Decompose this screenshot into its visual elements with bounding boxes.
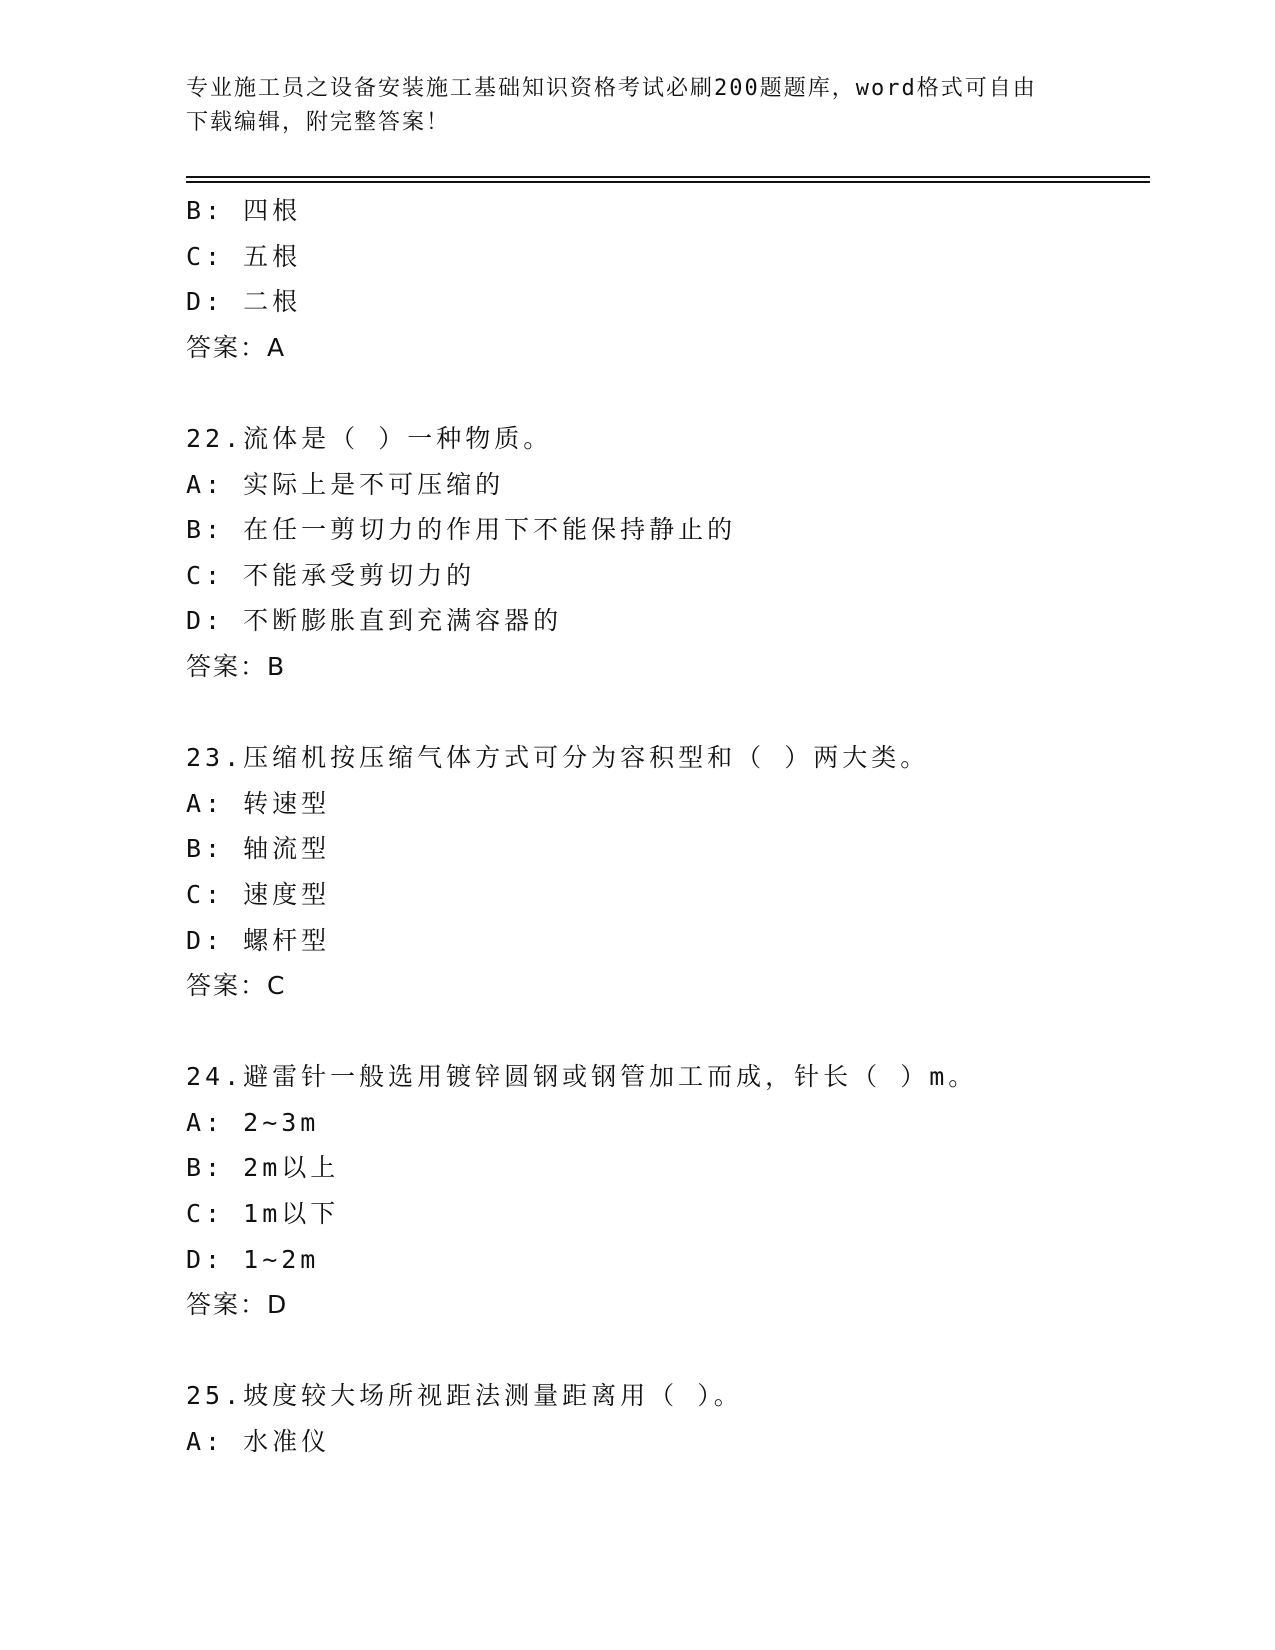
option-a: A: 水准仪 [186,1427,331,1457]
question-23 [186,735,1146,1009]
question-24 [186,1054,1146,1328]
option-c: C: 1m以下 [186,1199,340,1229]
question-25 [186,1373,1146,1464]
question-list [186,188,1146,1465]
header-line-2: 下载编辑，附完整答案！ [186,110,451,135]
spacer [186,690,1146,736]
option-d: D: 1~2m [186,1244,320,1274]
option-b: B: 轴流型 [186,834,331,864]
answer-line: 答案：C [186,971,287,1001]
answer-line: 答案：A [186,332,287,362]
option-d: D: 二根 [186,287,302,317]
option-a: A: 实际上是不可压缩的 [186,469,505,499]
answer-line: 答案：D [186,1290,289,1320]
question-stem: 24.避雷针一般选用镀锌圆钢或钢管加工而成，针长（ ）m。 [186,1062,978,1092]
option-a: A: 2~3m [186,1107,320,1137]
question-stem: 23.压缩机按压缩气体方式可分为容积型和（ ）两大类。 [186,743,930,773]
spacer [186,1328,1146,1374]
question-21-continued [186,188,1146,370]
option-b: B: 在任一剪切力的作用下不能保持静止的 [186,515,737,545]
option-d: D: 不断膨胀直到充满容器的 [186,606,563,636]
spacer [186,1009,1146,1055]
option-a: A: 转速型 [186,788,331,818]
header-divider-bottom [186,181,1150,183]
option-c: C: 速度型 [186,879,331,909]
header-divider-top [186,176,1150,178]
document-header [186,72,1086,140]
answer-line: 答案：B [186,651,287,681]
option-c: C: 不能承受剪切力的 [186,560,476,590]
spacer [186,370,1146,416]
option-b: B: 四根 [186,196,302,225]
question-22 [186,416,1146,690]
option-c: C: 五根 [186,241,302,271]
question-stem: 22.流体是（ ）一种物质。 [186,423,553,453]
question-stem: 25.坡度较大场所视距法测量距离用（ ）。 [186,1381,743,1411]
option-b: B: 2m以上 [186,1153,340,1183]
header-line-1: 专业施工员之设备安装施工基础知识资格考试必刷200题题库，word格式可自由 [186,76,1037,101]
option-d: D: 螺杆型 [186,925,331,955]
